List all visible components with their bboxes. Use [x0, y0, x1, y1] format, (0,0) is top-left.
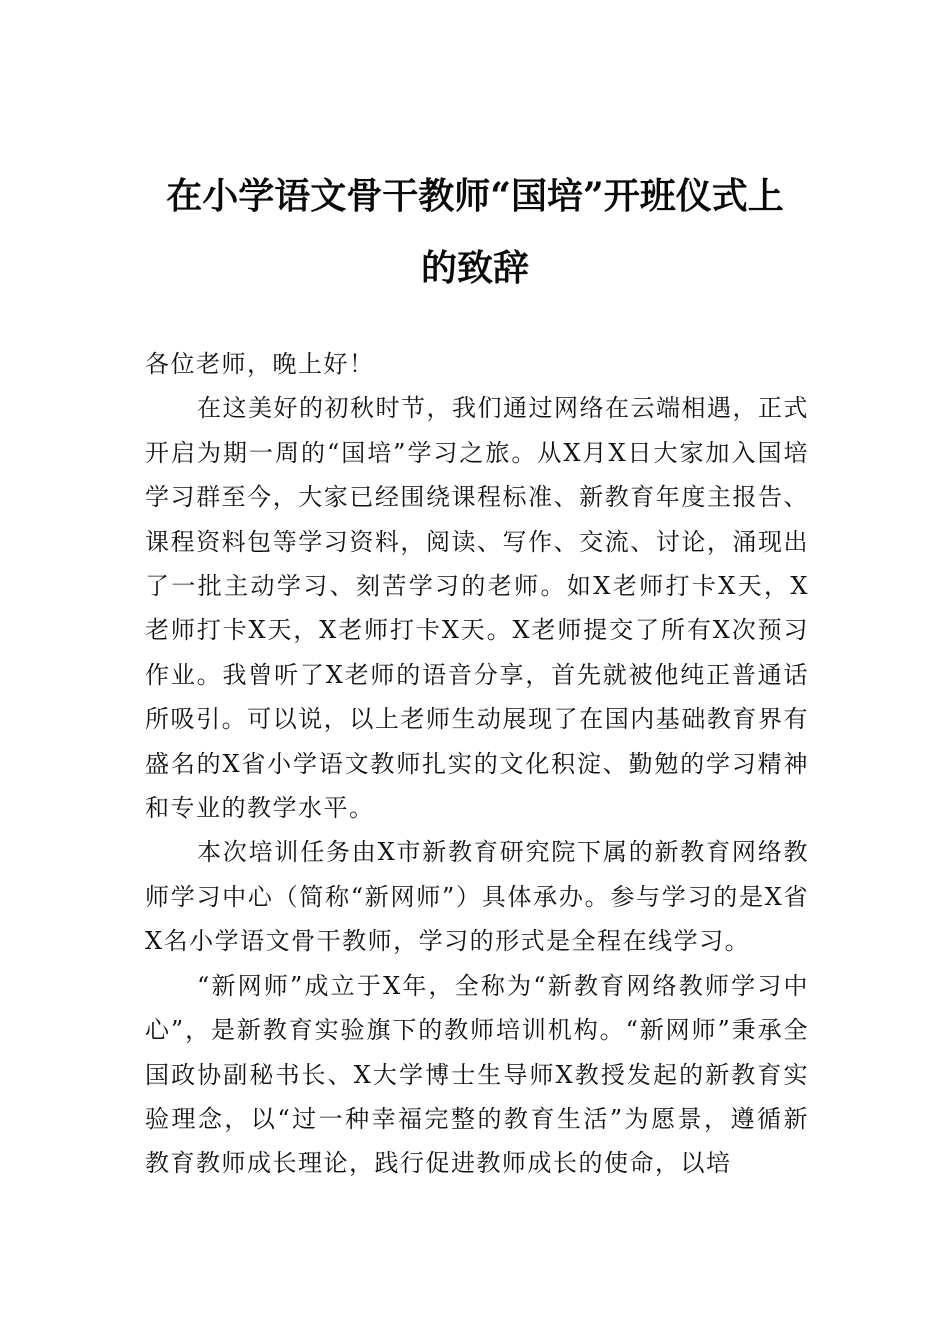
paragraph-2: 本次培训任务由X市新教育研究院下属的新教育网络教师学习中心（简称“新网师”）具体承办。参与学习的是X省X名小学语文骨干教师，学习的形式是全程在线学习。 — [145, 838, 809, 956]
document-body — [145, 342, 809, 1186]
paragraph-3: “新网师”成立于X年，全称为“新教育网络教师学习中心”，是新教育实验旗下的教师培训机构。“新网师”秉承全国政协副秘书长、X大学博士生导师X教授发起的新教育实验理念，以“过一种幸福完整的教育生活”为愿景，遵循新教育教师成长理论，践行促进教师成长的使命，以培 — [145, 971, 809, 1178]
greeting-line: 各位老师，晚上好！ — [145, 350, 375, 378]
document-title-line-2: 的致辞 — [420, 247, 529, 289]
paragraph-1: 在这美好的初秋时节，我们通过网络在云端相遇，正式开启为期一周的“国培”学习之旅。从X月X日大家加入国培学习群至今，大家已经围绕课程标准、新教育年度主报告、课程资料包等学习资料，阅读、写作、交流、讨论，涌现出了一批主动学习、刻苦学习的老师。如X老师打卡X天，X老师打卡X天，X老师打卡X天。X老师提交了所有X次预习作业。我曾听了X老师的语音分享，首先就被他纯正普通话所吸引。可以说，以上老师生动展现了在国内基础教育界有盛名的X省小学语文教师扎实的文化积淀、勤勉的学习精神和专业的教学水平。 — [145, 394, 809, 823]
document-title-line-1: 在小学语文骨干教师“国培”开班仪式上 — [166, 175, 784, 217]
